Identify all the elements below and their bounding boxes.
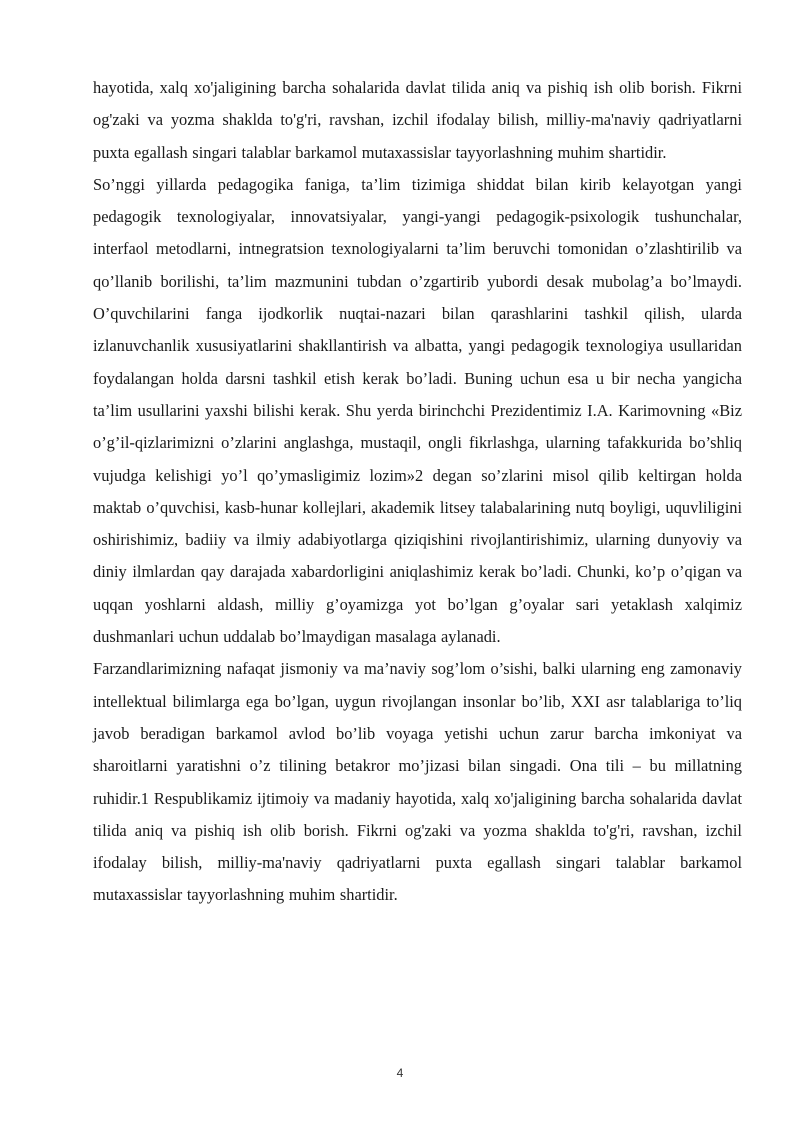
paragraph-pedagogy: So’nggi yillarda pedagogika faniga, ta’lim tizimiga shiddat bilan kirib kelayotgan yangi pedagogik texnologiyalar, innovatsiyalar, yangi-yangi pedagogik-psixologik tushunchalar, interfaol metodlarni, intnegratsion texnologiyalarni ta’lim beruvchi tomonidan o’zlashtirilib va qo’llanib borilishi, ta’lim mazmunini tubdan o’zgartirib yubordi desak mubolag’a bo’lmaydi. O’quvchilarini fanga ijodkorlik nuqtai-nazari bilan qarashlarini tashkil qilish, ularda izlanuvchanlik xususiyatlarini shakllantirish va albatta, yangi pedagogik texnologiya usullaridan foydalangan holda darsni tashkil etish kerak bo’ladi. Buning uchun esa u bir necha yangicha ta’lim usullarini yaxshi bilishi kerak. Shu yerda birinchchi Prezidentimiz I.A. Karimovning «Biz o’g’il-qizlarimizni o’zlarini anglashga, mustaqil, ongli fikrlashga, ularning tafakkurida bo’shliq vujudga kelishigi yo’l qo’ymasligimiz lozim»2 degan so’zlarini misol qilib keltirgan holda maktab o’quvchisi, kasb-hunar kollejlari, akademik litsey talabalarining nutq boyligi, uquvliligini oshirishimiz, badiiy va ilmiy adabiyotlarga qiziqishini rivojlantirishimiz, ularning dunyoviy va diniy ilmlardan qay darajada xabardorligini aniqlashimiz kerak bo’ladi. Chunki, ko’p o’qigan va uqqan yoshlarni aldash, milliy g’oyamizga yot bo’lgan g’oyalar sari yetaklash xalqimiz dushmanlari uchun uddalab bo’lmaydigan masalaga aylanadi. [93, 174, 742, 647]
paragraph-children: Farzandlarimizning nafaqat jismoniy va ma’naviy sog’lom o’sishi, balki ularning eng zamonaviy intellektual bilimlarga ega bo’lgan, uygun rivojlangan insonlar bo’lib, XXI asr talablariga to’liq javob beradigan barkamol avlod bo’lib voyaga yetishi uchun zarur barcha imkoniyat va sharoitlarni yaratishni o’z tilining betakror mo’jizasi bilan singadi. Ona tili – bu millatning ruhidir.1 Respublikamiz ijtimoiy va madaniy hayotida, xalq xo'jaligining barcha sohalarida davlat tilida aniq va pishiq ish olib borish. Fikrni og'zaki va yozma shaklda to'g'ri, ravshan, izchil ifodalay bilish, milliy-ma'naviy qadriyatlarni puxta egallash singari talablar barkamol mutaxassislar tayyorlashning muhim shartidir. [93, 659, 742, 905]
page-number: 4 [396, 1066, 404, 1080]
document-body [93, 72, 742, 912]
paragraph-continuation: hayotida, xalq xo'jaligining barcha sohalarida davlat tilida aniq va pishiq ish olib borish. Fikrni og'zaki va yozma shaklda to'g'ri, ravshan, izchil ifodalay bilish, milliy-ma'naviy qadriyatlarni puxta egallash singari talablar barkamol mutaxassislar tayyorlashning muhim shartidir. [93, 78, 742, 162]
